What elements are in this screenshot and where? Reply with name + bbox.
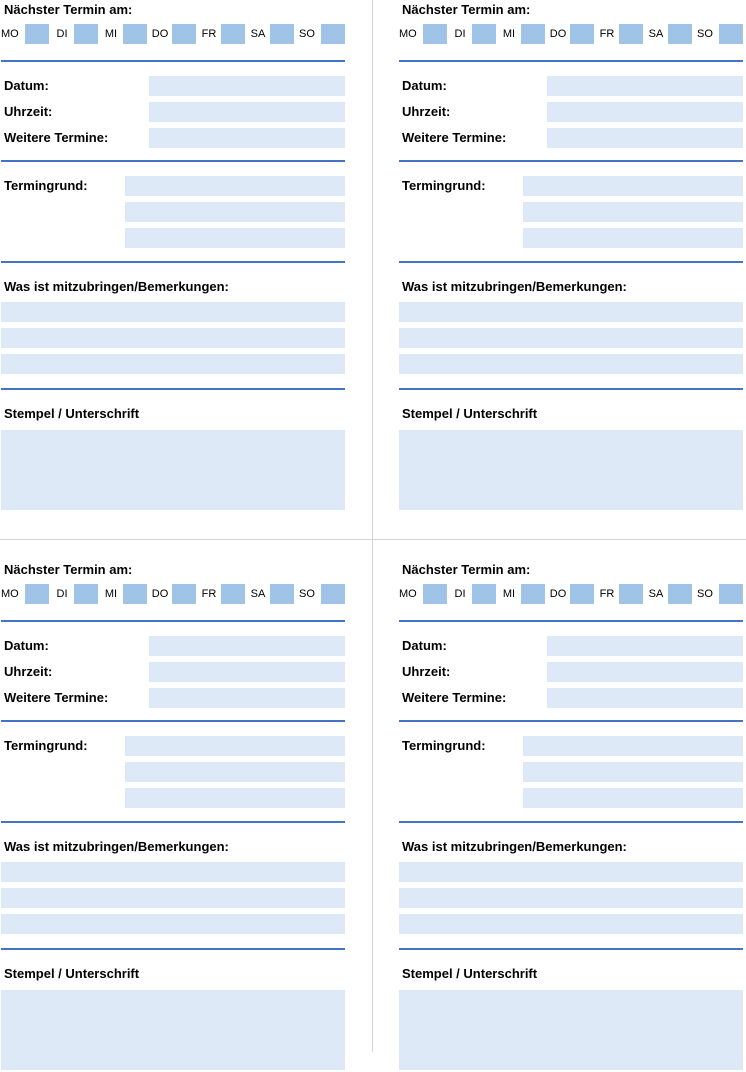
- weekday-fr: [197, 584, 245, 604]
- section-divider: [1, 388, 345, 390]
- next-appointment-label: Nächster Termin am:: [4, 2, 133, 17]
- weekday-checkbox-fr[interactable]: [619, 584, 643, 604]
- weekday-do: [546, 24, 594, 44]
- reason-field-2[interactable]: [125, 202, 345, 222]
- time-field[interactable]: [149, 102, 345, 122]
- stamp-signature-field[interactable]: [1, 430, 345, 510]
- weekday-label: FR: [201, 28, 217, 40]
- weekday-label: DI: [56, 28, 68, 40]
- time-label: Uhrzeit:: [4, 104, 53, 119]
- remarks-field-3[interactable]: [1, 914, 345, 934]
- remarks-field-2[interactable]: [1, 328, 345, 348]
- reason-field-3[interactable]: [523, 228, 743, 248]
- weekday-label: DO: [151, 588, 169, 600]
- stamp-signature-label: Stempel / Unterschrift: [402, 966, 538, 981]
- weekday-checkbox-fr[interactable]: [619, 24, 643, 44]
- reason-field-1[interactable]: [523, 176, 743, 196]
- time-label: Uhrzeit:: [402, 664, 451, 679]
- reason-field-1[interactable]: [125, 176, 345, 196]
- weekday-checkbox-mo[interactable]: [423, 584, 447, 604]
- reason-label: Termingrund:: [4, 738, 88, 753]
- date-field[interactable]: [547, 636, 743, 656]
- weekday-checkbox-mi[interactable]: [521, 24, 545, 44]
- next-appointment-label: Nächster Termin am:: [4, 562, 133, 577]
- next-appointment-label: Nächster Termin am:: [402, 2, 531, 17]
- weekday-checkbox-do[interactable]: [570, 24, 594, 44]
- weekday-label: MO: [399, 588, 417, 600]
- weekday-label: MO: [1, 588, 19, 600]
- date-field[interactable]: [547, 76, 743, 96]
- weekday-label: FR: [599, 28, 615, 40]
- weekday-checkbox-di[interactable]: [472, 24, 496, 44]
- reason-field-2[interactable]: [523, 202, 743, 222]
- weekday-fr: [595, 584, 643, 604]
- weekday-checkbox-so[interactable]: [719, 584, 743, 604]
- weekday-label: MI: [502, 28, 516, 40]
- date-field[interactable]: [149, 76, 345, 96]
- remarks-field-1[interactable]: [399, 862, 743, 882]
- weekday-checkbox-di[interactable]: [74, 24, 98, 44]
- appointment-card-4: [399, 560, 743, 1072]
- more-appointments-field[interactable]: [149, 688, 345, 708]
- more-appointments-label: Weitere Termine:: [402, 130, 507, 145]
- reason-field-3[interactable]: [523, 788, 743, 808]
- section-divider: [399, 620, 743, 622]
- section-divider: [399, 60, 743, 62]
- weekday-mi: [497, 24, 545, 44]
- weekday-sa: [644, 584, 692, 604]
- weekday-row: [399, 24, 743, 44]
- remarks-field-2[interactable]: [399, 888, 743, 908]
- section-divider: [399, 261, 743, 263]
- weekday-label: SO: [299, 28, 315, 40]
- weekday-label: DO: [549, 588, 567, 600]
- section-divider: [1, 160, 345, 162]
- weekday-checkbox-do[interactable]: [570, 584, 594, 604]
- section-divider: [399, 160, 743, 162]
- weekday-mi: [99, 24, 147, 44]
- weekday-sa: [644, 24, 692, 44]
- appointment-card-2: [399, 0, 743, 512]
- section-divider: [1, 720, 345, 722]
- remarks-field-2[interactable]: [1, 888, 345, 908]
- bring-remarks-label: Was ist mitzubringen/Bemerkungen:: [4, 279, 229, 294]
- bring-remarks-label: Was ist mitzubringen/Bemerkungen:: [4, 839, 229, 854]
- stamp-signature-label: Stempel / Unterschrift: [4, 966, 140, 981]
- time-field[interactable]: [547, 662, 743, 682]
- weekday-label: FR: [201, 588, 217, 600]
- weekday-sa: [246, 584, 294, 604]
- weekday-checkbox-sa[interactable]: [668, 584, 692, 604]
- weekday-label: SO: [299, 588, 315, 600]
- remarks-field-3[interactable]: [399, 914, 743, 934]
- date-field[interactable]: [149, 636, 345, 656]
- date-label: Datum:: [4, 638, 49, 653]
- weekday-do: [148, 24, 196, 44]
- weekday-checkbox-mo[interactable]: [423, 24, 447, 44]
- weekday-checkbox-so[interactable]: [321, 584, 345, 604]
- weekday-label: DO: [151, 28, 169, 40]
- weekday-mi: [497, 584, 545, 604]
- weekday-label: SA: [250, 588, 266, 600]
- weekday-checkbox-di[interactable]: [74, 584, 98, 604]
- more-appointments-field[interactable]: [149, 128, 345, 148]
- horizontal-cut-line: [0, 539, 746, 540]
- next-appointment-label: Nächster Termin am:: [402, 562, 531, 577]
- section-divider: [1, 261, 345, 263]
- weekday-label: SA: [648, 588, 664, 600]
- time-field[interactable]: [149, 662, 345, 682]
- reason-field-3[interactable]: [125, 788, 345, 808]
- section-divider: [399, 720, 743, 722]
- weekday-label: MI: [502, 588, 516, 600]
- weekday-checkbox-di[interactable]: [472, 584, 496, 604]
- stamp-signature-label: Stempel / Unterschrift: [4, 406, 140, 421]
- weekday-checkbox-do[interactable]: [172, 584, 196, 604]
- weekday-checkbox-sa[interactable]: [668, 24, 692, 44]
- reason-field-2[interactable]: [523, 762, 743, 782]
- weekday-di: [448, 584, 496, 604]
- weekday-label: DI: [454, 28, 466, 40]
- weekday-fr: [197, 24, 245, 44]
- weekday-so: [295, 24, 345, 44]
- more-appointments-label: Weitere Termine:: [402, 690, 507, 705]
- weekday-checkbox-so[interactable]: [719, 24, 743, 44]
- weekday-label: MO: [399, 28, 417, 40]
- stamp-signature-label: Stempel / Unterschrift: [402, 406, 538, 421]
- remarks-field-1[interactable]: [399, 302, 743, 322]
- weekday-label: DO: [549, 28, 567, 40]
- weekday-label: SA: [250, 28, 266, 40]
- time-field[interactable]: [547, 102, 743, 122]
- weekday-mo: [399, 24, 447, 44]
- weekday-checkbox-sa[interactable]: [270, 24, 294, 44]
- reason-label: Termingrund:: [4, 178, 88, 193]
- weekday-sa: [246, 24, 294, 44]
- weekday-so: [295, 584, 345, 604]
- weekday-label: MO: [1, 28, 19, 40]
- weekday-checkbox-do[interactable]: [172, 24, 196, 44]
- weekday-checkbox-fr[interactable]: [221, 24, 245, 44]
- weekday-label: DI: [56, 588, 68, 600]
- weekday-checkbox-mo[interactable]: [25, 24, 49, 44]
- date-label: Datum:: [4, 78, 49, 93]
- weekday-mi: [99, 584, 147, 604]
- weekday-label: SO: [697, 28, 713, 40]
- weekday-di: [50, 24, 98, 44]
- vertical-cut-line: [372, 0, 373, 1052]
- section-divider: [1, 948, 345, 950]
- weekday-checkbox-mi[interactable]: [521, 584, 545, 604]
- section-divider: [1, 620, 345, 622]
- weekday-checkbox-sa[interactable]: [270, 584, 294, 604]
- weekday-checkbox-mi[interactable]: [123, 584, 147, 604]
- weekday-do: [546, 584, 594, 604]
- reason-label: Termingrund:: [402, 738, 486, 753]
- weekday-label: MI: [104, 588, 118, 600]
- weekday-row: [1, 584, 345, 604]
- weekday-do: [148, 584, 196, 604]
- section-divider: [1, 60, 345, 62]
- weekday-label: FR: [599, 588, 615, 600]
- weekday-checkbox-mo[interactable]: [25, 584, 49, 604]
- section-divider: [399, 388, 743, 390]
- more-appointments-label: Weitere Termine:: [4, 690, 109, 705]
- weekday-label: SA: [648, 28, 664, 40]
- weekday-di: [448, 24, 496, 44]
- weekday-so: [693, 584, 743, 604]
- weekday-row: [399, 584, 743, 604]
- stamp-signature-field[interactable]: [399, 990, 743, 1070]
- remarks-field-1[interactable]: [1, 862, 345, 882]
- reason-label: Termingrund:: [402, 178, 486, 193]
- more-appointments-label: Weitere Termine:: [4, 130, 109, 145]
- weekday-row: [1, 24, 345, 44]
- weekday-label: SO: [697, 588, 713, 600]
- section-divider: [1, 821, 345, 823]
- appointment-card-3: [1, 560, 345, 1072]
- appointment-card-1: [1, 0, 345, 512]
- weekday-mo: [1, 584, 49, 604]
- reason-field-2[interactable]: [125, 762, 345, 782]
- weekday-label: DI: [454, 588, 466, 600]
- reason-field-1[interactable]: [125, 736, 345, 756]
- remarks-field-3[interactable]: [1, 354, 345, 374]
- bring-remarks-label: Was ist mitzubringen/Bemerkungen:: [402, 839, 627, 854]
- weekday-checkbox-fr[interactable]: [221, 584, 245, 604]
- reason-field-3[interactable]: [125, 228, 345, 248]
- weekday-label: MI: [104, 28, 118, 40]
- more-appointments-field[interactable]: [547, 688, 743, 708]
- time-label: Uhrzeit:: [402, 104, 451, 119]
- weekday-checkbox-so[interactable]: [321, 24, 345, 44]
- weekday-di: [50, 584, 98, 604]
- weekday-fr: [595, 24, 643, 44]
- stamp-signature-field[interactable]: [399, 430, 743, 510]
- date-label: Datum:: [402, 638, 447, 653]
- weekday-mo: [1, 24, 49, 44]
- bring-remarks-label: Was ist mitzubringen/Bemerkungen:: [402, 279, 627, 294]
- section-divider: [399, 821, 743, 823]
- stamp-signature-field[interactable]: [1, 990, 345, 1070]
- weekday-so: [693, 24, 743, 44]
- reason-field-1[interactable]: [523, 736, 743, 756]
- weekday-checkbox-mi[interactable]: [123, 24, 147, 44]
- time-label: Uhrzeit:: [4, 664, 53, 679]
- date-label: Datum:: [402, 78, 447, 93]
- weekday-mo: [399, 584, 447, 604]
- section-divider: [399, 948, 743, 950]
- remarks-field-3[interactable]: [399, 354, 743, 374]
- more-appointments-field[interactable]: [547, 128, 743, 148]
- remarks-field-1[interactable]: [1, 302, 345, 322]
- remarks-field-2[interactable]: [399, 328, 743, 348]
